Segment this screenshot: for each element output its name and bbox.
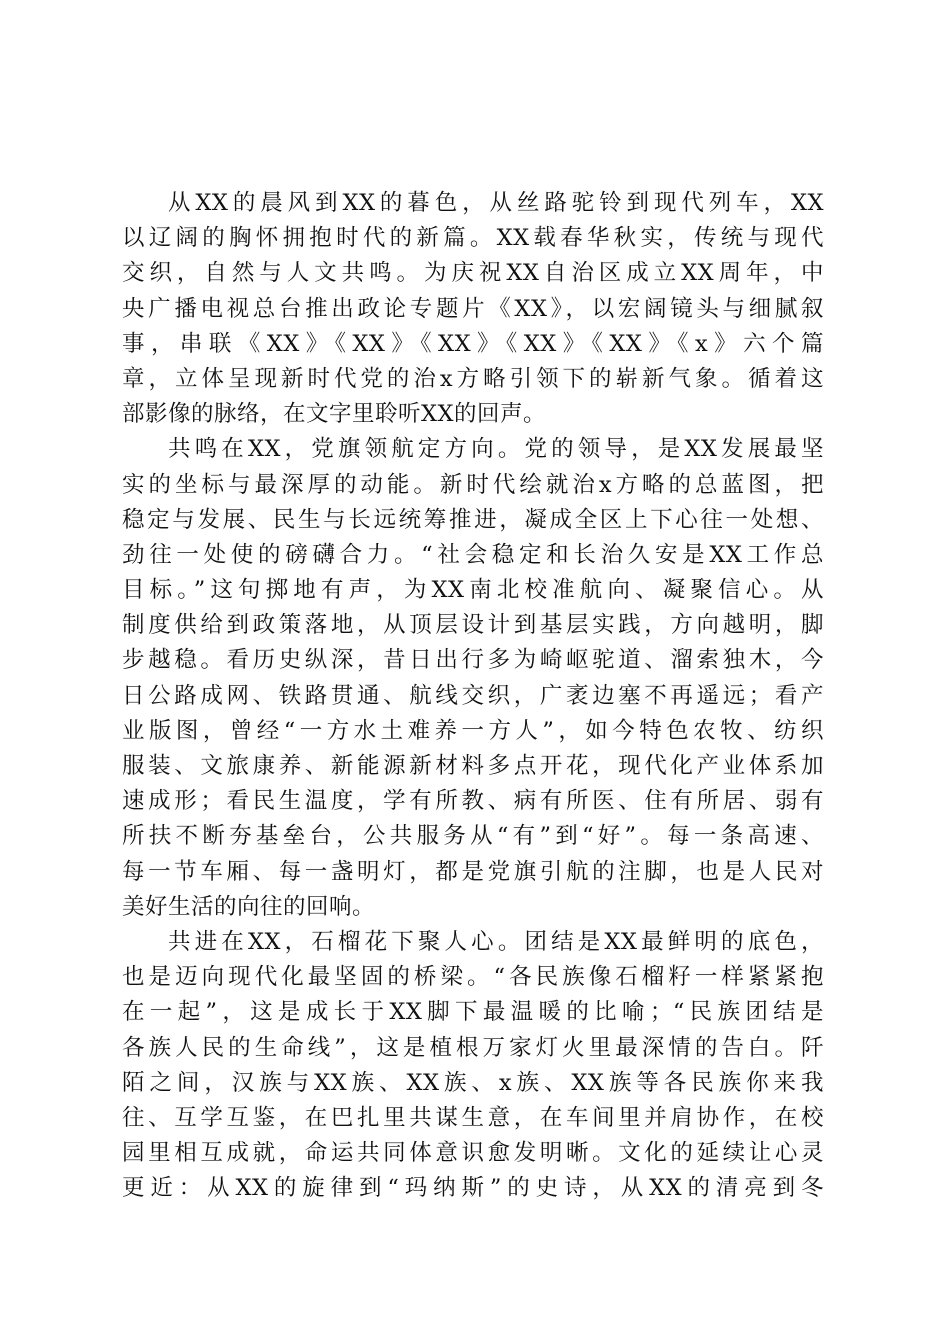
text-line: 往、互学互鉴，在巴扎里共谋生意，在车间里并肩协作，在校	[122, 1104, 824, 1131]
text-line: 章，立体呈现新时代党的治x方略引领下的崭新气象。循着这	[122, 365, 824, 392]
text-line: 步越稳。看历史纵深，昔日出行多为崎岖驼道、溜索独木，今	[122, 647, 824, 674]
text-line: 园里相互成就，命运共同体意识愈发明晰。文化的延续让心灵	[122, 1140, 824, 1167]
text-line: 更近：从XX的旋律到“玛纳斯”的史诗，从XX的清亮到冬	[122, 1175, 824, 1202]
text-line: 日公路成网、铁路贯通、航线交织，广袤边塞不再遥远；看产	[122, 682, 824, 709]
text-line: 在一起”，这是成长于XX脚下最温暖的比喻；“民族团结是	[122, 999, 824, 1026]
text-line: 制度供给到政策落地，从顶层设计到基层实践，方向越明，脚	[122, 612, 824, 639]
text-line: 目标。”这句掷地有声，为XX南北校准航向、凝聚信心。从	[122, 577, 824, 604]
text-line: 美好生活的向往的回响。	[122, 893, 376, 920]
paragraph-intro	[122, 186, 824, 432]
text-line: 交织，自然与人文共鸣。为庆祝XX自治区成立XX周年，中	[122, 260, 824, 287]
text-line: 共鸣在XX，党旗领航定方向。党的领导，是XX发展最坚	[168, 436, 824, 463]
text-line: 所扶不断夯基垒台，公共服务从“有”到“好”。每一条高速、	[122, 823, 824, 850]
text-line: 也是迈向现代化最坚固的桥梁。“各民族像石榴籽一样紧紧抱	[122, 964, 824, 991]
paragraph-resonance	[122, 432, 824, 925]
text-line: 服装、文旅康养、新能源新材料多点开花，现代化产业体系加	[122, 753, 824, 779]
text-line: 从XX的晨风到XX的暮色，从丝路驼铃到现代列车，XX	[168, 190, 824, 216]
text-line: 稳定与发展、民生与长远统筹推进，凝成全区上下心往一处想、	[122, 506, 824, 533]
text-line: 陌之间，汉族与XX族、XX族、x族、XX族等各民族你来我	[122, 1069, 824, 1096]
text-line: 各族人民的生命线”，这是植根万家灯火里最深情的告白。阡	[122, 1034, 824, 1061]
paragraph-unity	[122, 925, 824, 1207]
text-line: 实的坐标与最深厚的动能。新时代绘就治x方略的总蓝图，把	[122, 471, 824, 498]
text-line: 部影像的脉络，在文字里聆听XX的回声。	[122, 401, 547, 428]
document-body	[122, 186, 824, 1206]
text-line: 共进在XX，石榴花下聚人心。团结是XX最鲜明的底色，	[168, 928, 824, 955]
text-line: 业版图，曾经“一方水土难养一方人”，如今特色农牧、纺织	[122, 717, 824, 744]
text-line: 速成形；看民生温度，学有所教、病有所医、住有所居、弱有	[122, 788, 824, 815]
text-line: 央广播电视总台推出政论专题片《XX》，以宏阔镜头与细腻叙	[122, 295, 824, 322]
text-line: 每一节车厢、每一盏明灯，都是党旗引航的注脚，也是人民对	[122, 858, 824, 885]
text-line: 事，串联《XX》《XX》《XX》《XX》《XX》《x》六个篇	[122, 330, 824, 357]
text-line: 劲往一处使的磅礴合力。“社会稳定和长治久安是XX工作总	[122, 541, 824, 568]
text-line: 以辽阔的胸怀拥抱时代的新篇。XX载春华秋实，传统与现代	[122, 225, 824, 252]
